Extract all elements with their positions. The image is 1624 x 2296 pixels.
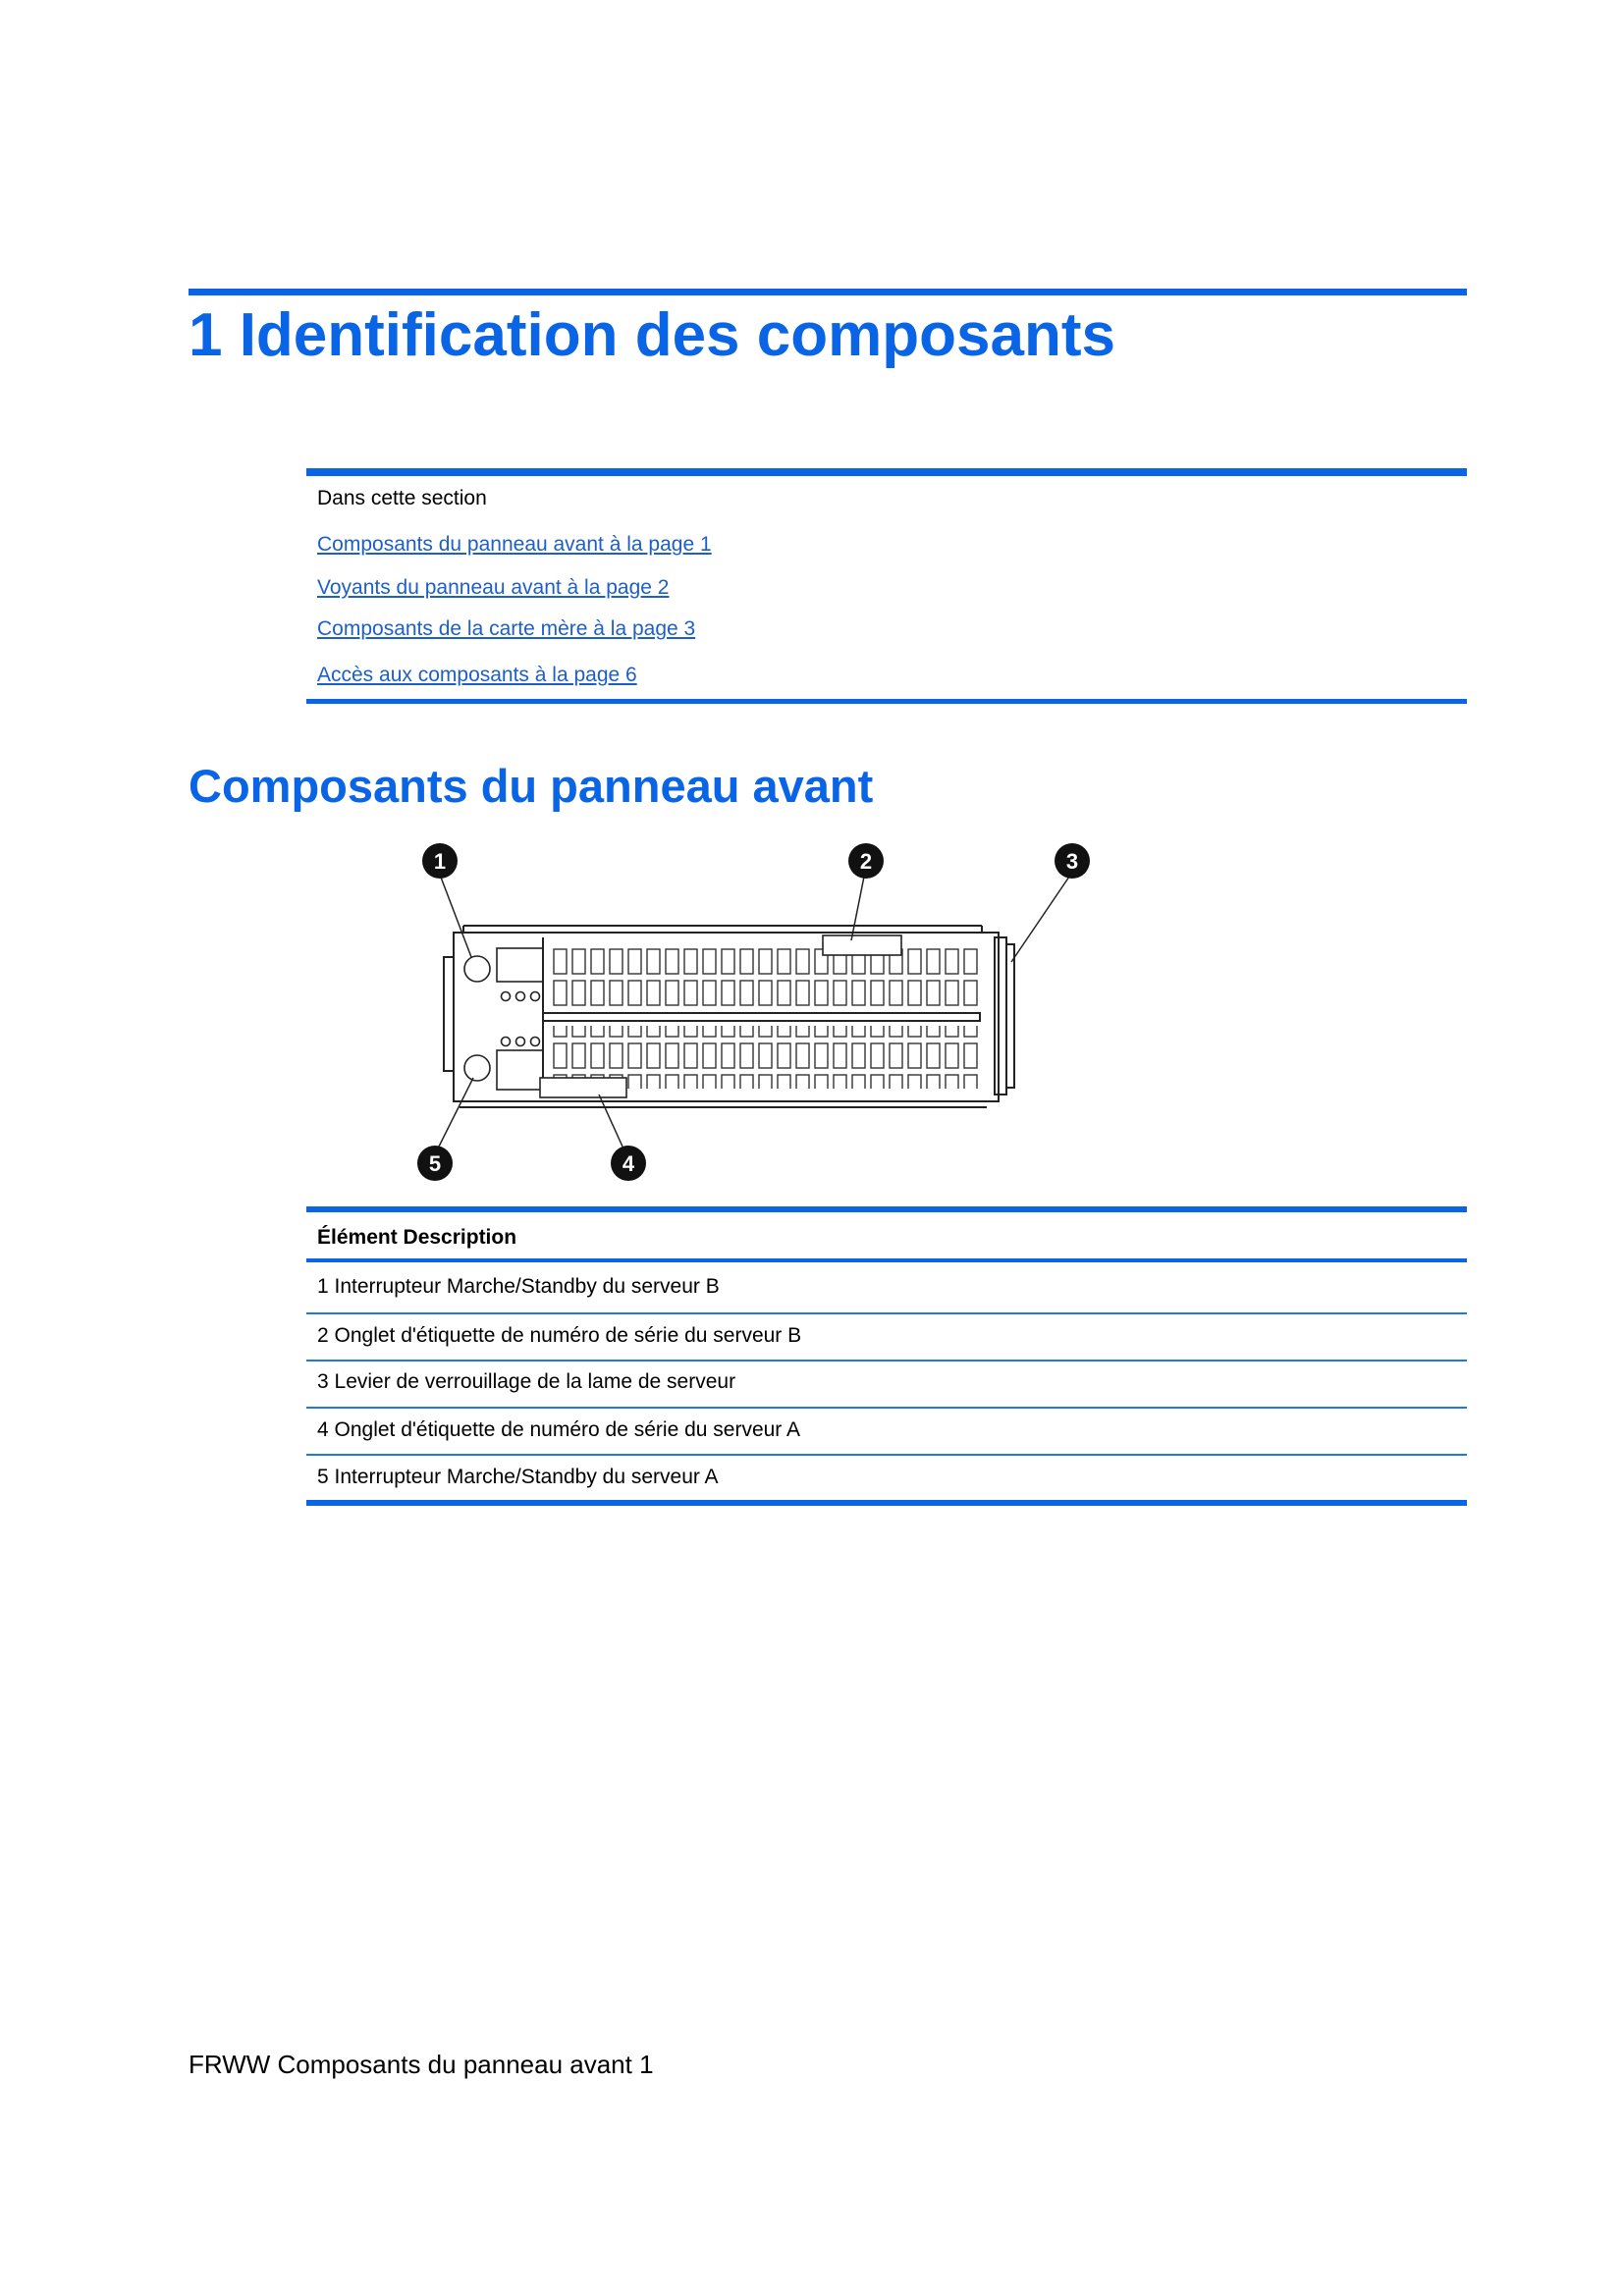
row-divider: [306, 1312, 1467, 1314]
row-divider: [306, 1407, 1467, 1409]
callout-badge-4: [611, 1146, 646, 1181]
toc-link-front-panel-leds[interactable]: Voyants du panneau avant à la page 2: [317, 576, 670, 599]
table-row: 3 Levier de verrouillage de la lame de serveur: [317, 1370, 736, 1393]
chapter-title: 1 Identification des composants: [189, 301, 1115, 369]
chapter-rule: [189, 289, 1467, 295]
svg-text:1: 1: [433, 849, 447, 874]
table-rule-top: [306, 1206, 1467, 1212]
callout-badge-2: [848, 843, 884, 879]
center-rail: [543, 1013, 980, 1021]
table-row: 2 Onglet d'étiquette de numéro de série du serveur B: [317, 1324, 802, 1347]
row-divider: [306, 1454, 1467, 1456]
toc-link-system-board-components[interactable]: Composants de la carte mère à la page 3: [317, 617, 696, 640]
callout-badge-1: [422, 843, 458, 879]
callout-leader-lines: [439, 875, 1069, 1147]
left-control-area: [464, 948, 543, 1090]
table-row: 1 Interrupteur Marche/Standby du serveur B: [317, 1275, 720, 1298]
serial-label-tab-a: [540, 1078, 626, 1097]
row-divider: [306, 1360, 1467, 1362]
svg-text:5: 5: [428, 1151, 442, 1176]
table-header-rule: [306, 1258, 1467, 1262]
callout-badge-5: [417, 1146, 453, 1181]
toc-link-front-panel-components[interactable]: Composants du panneau avant à la page 1: [317, 533, 712, 556]
page-footer: FRWW Composants du panneau avant 1: [189, 2050, 654, 2079]
toc-rule-top: [306, 468, 1467, 476]
section-title: Composants du panneau avant: [189, 760, 874, 812]
toc-link-component-access[interactable]: Accès aux composants à la page 6: [317, 664, 637, 686]
callout-badge-3: [1055, 843, 1090, 879]
toc-rule-bottom: [306, 699, 1467, 704]
table-row: 4 Onglet d'étiquette de numéro de série du serveur A: [317, 1418, 800, 1441]
svg-text:3: 3: [1065, 849, 1079, 874]
svg-text:2: 2: [859, 849, 873, 874]
table-header: Élément Description: [317, 1226, 517, 1249]
table-row: 5 Interrupteur Marche/Standby du serveur A: [317, 1466, 719, 1488]
server-blade-front-panel-figure: [393, 829, 1100, 1188]
toc-heading: Dans cette section: [317, 487, 487, 509]
table-rule-bottom: [306, 1500, 1467, 1506]
vent-grid-upper: [552, 947, 981, 1010]
serial-label-tab-b: [823, 935, 901, 955]
svg-text:4: 4: [622, 1151, 635, 1176]
